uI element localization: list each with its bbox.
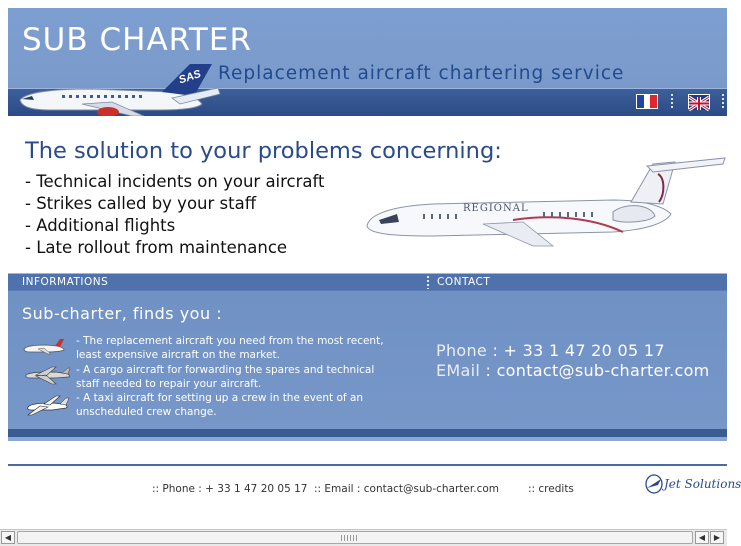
- email-separator: :: [480, 361, 497, 380]
- scroll-left-button-2[interactable]: ◀: [695, 531, 709, 544]
- sas-plane-image: [12, 58, 224, 120]
- cargo-plane-icon: [22, 365, 74, 385]
- livery-text: SAS: [177, 68, 203, 87]
- email-link[interactable]: contact@sub-charter.com: [496, 361, 710, 380]
- problem-item: - Additional flights: [25, 216, 176, 235]
- airliner-icon: [22, 337, 66, 355]
- header: [8, 8, 727, 116]
- plane-label: REGIONAL: [463, 203, 529, 214]
- problem-item: - Technical incidents on your aircraft: [25, 172, 325, 191]
- scrollbar-thumb[interactable]: [17, 531, 693, 544]
- band-divider: [8, 429, 727, 437]
- info-section: [8, 273, 727, 429]
- problem-item: - Strikes called by your staff: [25, 194, 257, 213]
- phone-value: + 33 1 47 20 05 17: [503, 341, 665, 360]
- footer-phone: :: Phone : + 33 1 47 20 05 17: [152, 483, 308, 495]
- email-label: EMail: [436, 361, 481, 380]
- scroll-right-button[interactable]: ▶: [710, 531, 724, 544]
- band-divider: [8, 437, 727, 441]
- jet-solutions-logo[interactable]: [644, 473, 741, 497]
- separator: [671, 94, 673, 110]
- flag-uk-icon[interactable]: [688, 94, 710, 109]
- page: [8, 8, 741, 528]
- problem-list: [25, 171, 325, 259]
- logo-text: Jet Solutions: [664, 477, 741, 491]
- service-item: - The replacement aircraft you need from the most recent, least expensive aircraft on the market.: [76, 335, 384, 361]
- taxi-plane-icon: [22, 393, 72, 417]
- hero-section: [8, 116, 727, 273]
- footer-credits-link[interactable]: :: credits: [528, 483, 574, 495]
- contact-heading: CONTACT: [437, 276, 491, 288]
- tagline: Replacement aircraft chartering service: [218, 63, 625, 84]
- separator: [722, 94, 724, 110]
- phone-separator: :: [487, 341, 504, 360]
- service-item: - A taxi aircraft for setting up a crew in the event of an unscheduled crew change.: [76, 392, 364, 418]
- service-item: - A cargo aircraft for forwarding the spares and technical staff needed to repair your aircraft.: [76, 364, 375, 390]
- informations-heading: INFORMATIONS: [22, 276, 109, 288]
- problem-item: - Late rollout from maintenance: [25, 238, 288, 257]
- separator: [427, 276, 429, 289]
- footer-divider: [8, 464, 727, 466]
- grip-icon: [341, 535, 357, 541]
- horizontal-scrollbar[interactable]: [0, 529, 727, 546]
- regional-jet-image: [363, 154, 727, 254]
- info-header-bar: [8, 273, 727, 291]
- footer-links: [8, 483, 727, 499]
- brand-title[interactable]: SUB CHARTER: [22, 22, 252, 58]
- contact-phone: [436, 341, 665, 360]
- contact-email: [436, 361, 710, 380]
- hero-title: The solution to your problems concerning:: [25, 138, 502, 164]
- logo-emblem-icon: [644, 473, 664, 495]
- phone-label: Phone: [436, 341, 488, 360]
- finds-title: Sub-charter, finds you :: [22, 304, 223, 323]
- footer-email-link[interactable]: :: Email : contact@sub-charter.com: [314, 483, 500, 495]
- flag-fr-icon[interactable]: [636, 94, 658, 109]
- scroll-left-button[interactable]: ◀: [1, 531, 15, 544]
